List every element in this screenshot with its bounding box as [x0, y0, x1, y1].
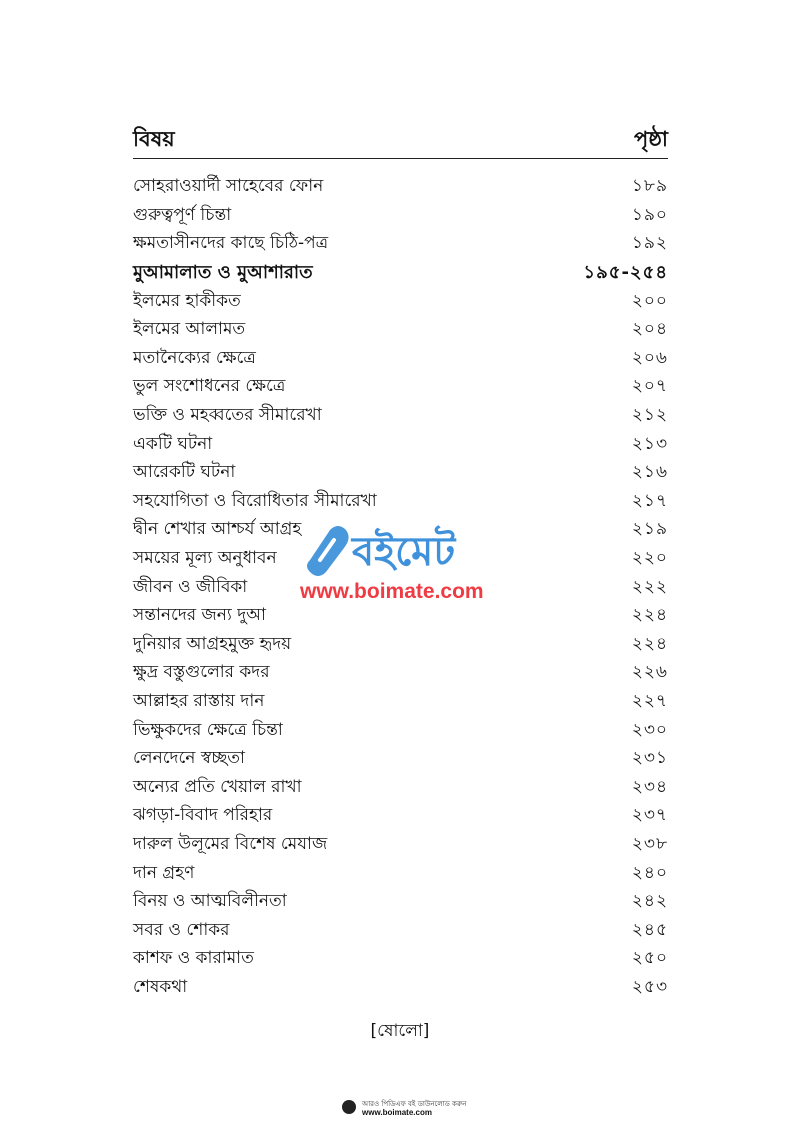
toc-entry-title: দান গ্রহণ: [133, 862, 195, 883]
toc-entry-title: ক্ষুদ্র বস্তুগুলোর কদর: [133, 662, 270, 683]
toc-entry-title: দারুল উলূমের বিশেষ মেযাজ: [133, 833, 328, 854]
toc-entry-page: ১৮৯: [631, 176, 668, 197]
toc-header: [133, 122, 668, 159]
toc-entry: [133, 888, 668, 917]
toc-entry-title: লেনদেনে স্বচ্ছতা: [133, 748, 245, 769]
toc-entries: [133, 173, 668, 1002]
toc-entry-title: মুআমালাত ও মুআশারাত: [133, 261, 313, 283]
toc-entry-page: ১৯৫-২৫৪: [583, 261, 668, 283]
toc-entry: [133, 202, 668, 231]
toc-entry-title: ইলমের আলামত: [133, 319, 246, 340]
book-icon: [342, 1100, 356, 1114]
toc-entry-page: ২২৬: [631, 662, 668, 683]
toc-entry-page: ২১৬: [631, 462, 668, 483]
toc-entry-page: ২১২: [631, 405, 668, 426]
toc-entry-title: সবর ও শোকর: [133, 919, 230, 940]
toc-entry: [133, 916, 668, 945]
toc-entry-page: ২৩৭: [631, 805, 668, 826]
toc-entry-page: ২২৭: [631, 690, 668, 711]
toc-entry-title: আরেকটি ঘটনা: [133, 462, 236, 483]
toc-entry-title: ইলমের হাকীকত: [133, 290, 241, 311]
toc-entry-title: মতানৈক্যের ক্ষেত্রে: [133, 347, 256, 368]
toc-entry-page: ২০৬: [631, 347, 668, 368]
download-badge[interactable]: [342, 1098, 472, 1120]
toc-entry: [133, 945, 668, 974]
toc-entry-title: শেষকথা: [133, 976, 188, 997]
toc-entry-page: ১৯২: [631, 233, 668, 254]
toc-entry-title: গুরুত্বপূর্ণ চিন্তা: [133, 204, 232, 225]
toc-entry-title: জীবন ও জীবিকা: [133, 576, 248, 597]
toc-entry: [133, 430, 668, 459]
toc-entry-page: ২২৪: [631, 605, 668, 626]
toc-entry-page: ২০০: [631, 290, 668, 311]
toc-entry-page: ২১৯: [631, 519, 668, 540]
toc-entry: [133, 259, 668, 288]
toc-entry-title: দুনিয়ার আগ্রহমুক্ত হৃদয়: [133, 633, 292, 654]
toc-entry: [133, 773, 668, 802]
toc-subject-heading: বিষয়: [133, 127, 175, 151]
toc-page-heading: পৃষ্ঠা: [633, 127, 668, 151]
toc-entry: [133, 545, 668, 574]
toc-entry-title: সোহরাওয়ার্দী সাহেবের ফোন: [133, 176, 324, 197]
toc-entry: [133, 573, 668, 602]
toc-entry: [133, 373, 668, 402]
toc-entry-page: ২১৭: [631, 490, 668, 511]
toc-entry-page: ১৯০: [631, 204, 668, 225]
toc-entry: [133, 831, 668, 860]
toc-entry-page: ২২২: [631, 576, 668, 597]
toc-entry: [133, 802, 668, 831]
toc-entry: [133, 745, 668, 774]
toc-entry: [133, 974, 668, 1003]
toc-entry-page: ২৩৪: [631, 776, 668, 797]
toc-entry-page: ২৪৫: [631, 919, 668, 940]
toc-entry-title: ভিক্ষুকদের ক্ষেত্রে চিন্তা: [133, 719, 283, 740]
toc-entry: [133, 316, 668, 345]
toc-entry: [133, 859, 668, 888]
toc-entry-page: ২৫০: [631, 948, 668, 969]
toc-entry: [133, 230, 668, 259]
toc-entry-title: ভক্তি ও মহব্বতের সীমারেখা: [133, 405, 322, 426]
toc-entry-title: ভুল সংশোধনের ক্ষেত্রে: [133, 376, 286, 397]
toc-entry: [133, 516, 668, 545]
toc-entry-title: কাশফ ও কারামাত: [133, 948, 254, 969]
toc-entry: [133, 631, 668, 660]
toc-entry-page: ২৫৩: [631, 976, 668, 997]
toc-entry-title: সন্তানদের জন্য দুআ: [133, 605, 266, 626]
toc-entry: [133, 716, 668, 745]
toc-entry: [133, 659, 668, 688]
toc-entry-page: ২২০: [631, 548, 668, 569]
toc-entry-title: দ্বীন শেখার আশ্চর্য আগ্রহ: [133, 519, 302, 540]
toc-entry-page: ২৩১: [631, 748, 668, 769]
toc-entry-page: ২০৭: [631, 376, 668, 397]
toc-entry-title: ঝগড়া-বিবাদ পরিহার: [133, 805, 273, 826]
badge-caption: আরও পিডিএফ বই ডাউনলোড করুন: [362, 1100, 467, 1108]
toc-entry: [133, 173, 668, 202]
watermark-url: www.boimate.com: [300, 580, 484, 603]
toc-entry-title: আল্লাহর রাস্তায় দান: [133, 690, 265, 711]
toc-entry-title: অন্যের প্রতি খেয়াল রাখা: [133, 776, 302, 797]
toc-entry-page: ২৪০: [631, 862, 668, 883]
toc-entry-page: ২২৪: [631, 633, 668, 654]
toc-entry-page: ২৩৮: [631, 833, 668, 854]
toc-entry-title: বিনয় ও আত্মবিলীনতা: [133, 891, 287, 912]
toc-entry: [133, 602, 668, 631]
toc-entry-page: ২৪২: [631, 891, 668, 912]
badge-url[interactable]: www.boimate.com: [362, 1108, 432, 1117]
toc-entry-page: ২১৩: [631, 433, 668, 454]
toc-entry: [133, 688, 668, 717]
toc-entry: [133, 488, 668, 517]
toc-entry-title: সহযোগিতা ও বিরোধিতার সীমারেখা: [133, 490, 377, 511]
toc-entry: [133, 402, 668, 431]
watermark-name: বইমেট: [352, 529, 456, 575]
toc-entry-page: ২৩০: [631, 719, 668, 740]
toc-entry: [133, 345, 668, 374]
toc-entry-title: সময়ের মূল্য অনুধাবন: [133, 548, 277, 569]
toc-entry: [133, 287, 668, 316]
toc-entry-page: ২০৪: [631, 319, 668, 340]
toc-entry-title: একটি ঘটনা: [133, 433, 213, 454]
table-of-contents: [133, 122, 668, 1002]
toc-entry: [133, 459, 668, 488]
page-number-label: [ষোলো]: [370, 1021, 430, 1041]
toc-entry-title: ক্ষমতাসীনদের কাছে চিঠি-পত্র: [133, 233, 329, 254]
